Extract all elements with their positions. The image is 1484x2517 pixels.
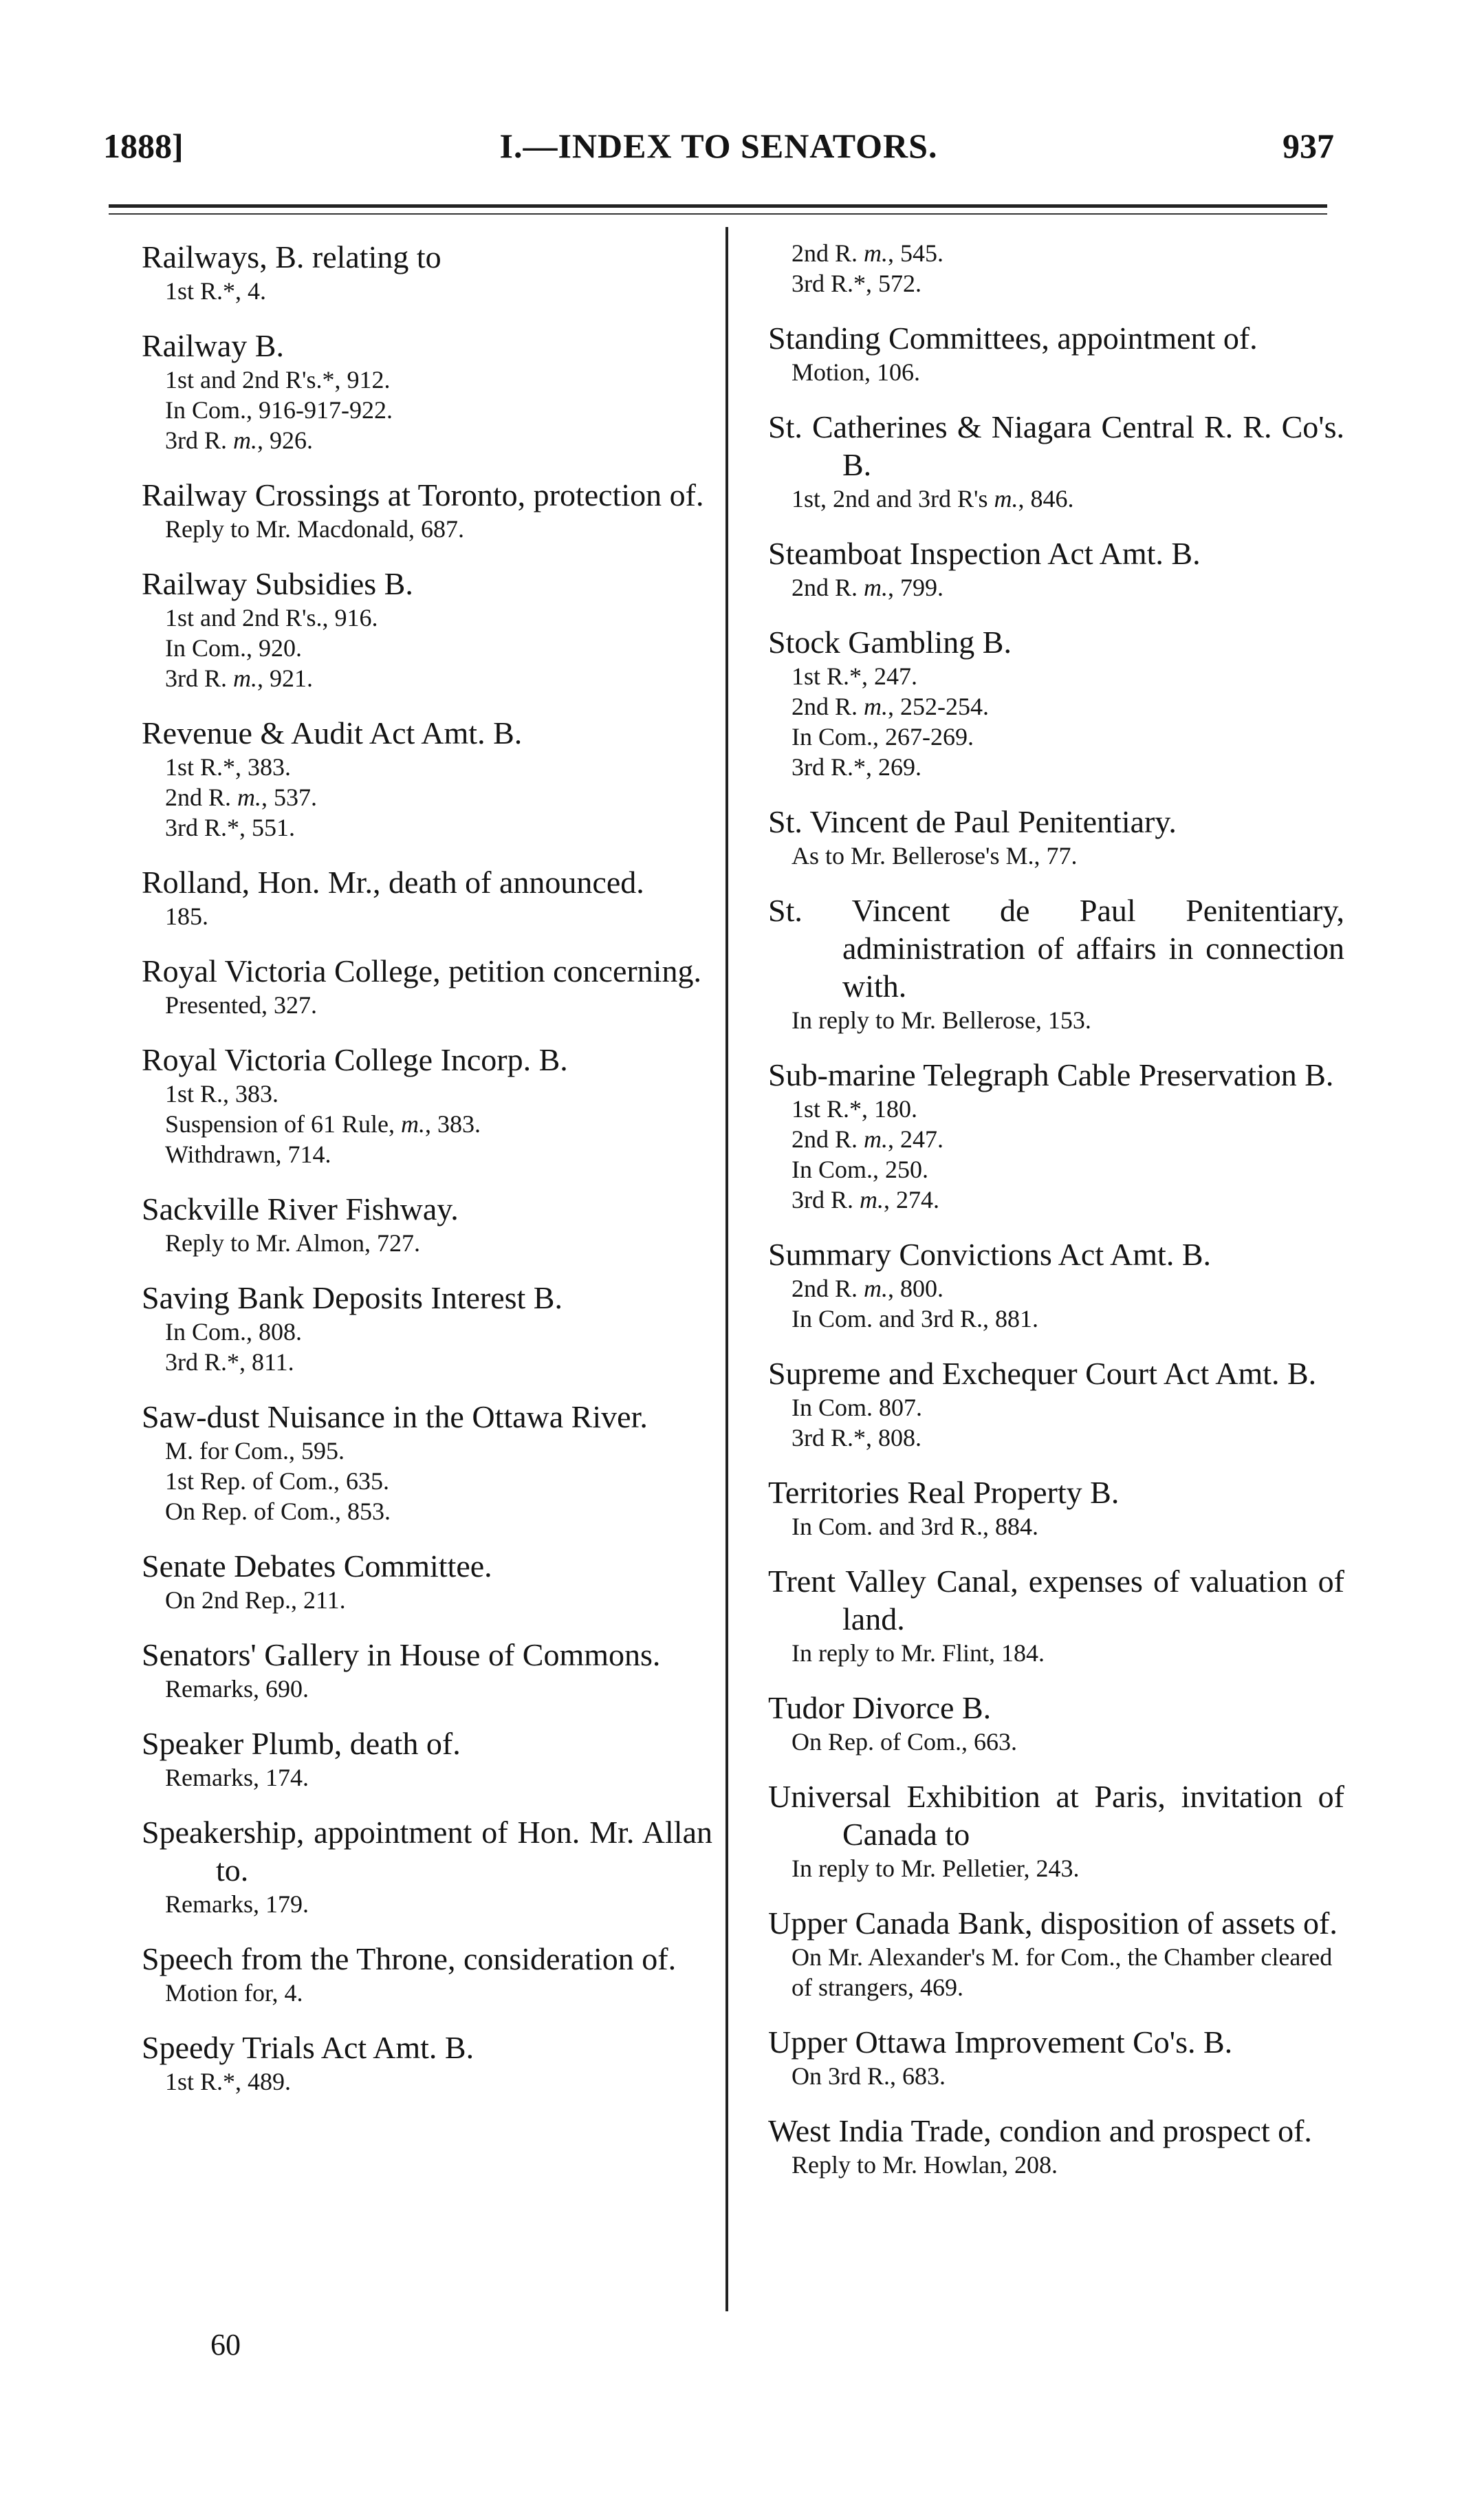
index-entry [768, 1473, 1344, 1542]
entry-heading: Upper Canada Bank, disposition of assets of. [768, 1905, 1338, 1941]
entry-reference: In Com., 808. [165, 1318, 303, 1346]
entry-heading: Senators' Gallery in House of Commons. [142, 1637, 661, 1672]
entry-heading: Speedy Trials Act Amt. B. [142, 2030, 474, 2065]
entry-heading: Railway B. [142, 328, 284, 363]
entry-heading: Standing Committees, appointment of. [768, 321, 1258, 356]
index-entry [142, 1041, 712, 1169]
index-entry [142, 2029, 712, 2097]
entry-reference: 3rd R. m., 926. [165, 426, 313, 454]
index-entry [142, 1279, 712, 1377]
entry-reference: Withdrawn, 714. [165, 1141, 331, 1168]
entry-reference: 2nd R. m., 799. [792, 574, 944, 601]
entry-heading: St. Vincent de Paul Penitentiary. [768, 804, 1177, 839]
entry-reference: In Com., 916-917-922. [165, 396, 393, 424]
entry-reference: In Com. 807. [792, 1394, 923, 1421]
right-index-column [768, 238, 1344, 2201]
page-header [103, 126, 1334, 181]
index-entry [142, 1190, 712, 1258]
entry-heading: Railways, B. relating to [142, 239, 441, 274]
index-entry [768, 2112, 1344, 2180]
entry-reference: In reply to Mr. Pelletier, 243. [792, 1855, 1080, 1882]
index-entry [142, 1725, 712, 1793]
entry-heading: Upper Ottawa Improvement Co's. B. [768, 2024, 1233, 2060]
entry-heading: Speakership, appointment of Hon. Mr. Allan to. [142, 1815, 712, 1888]
entry-reference: 3rd R.*, 811. [165, 1348, 294, 1376]
index-entry [142, 863, 712, 931]
entry-heading: Royal Victoria College Incorp. B. [142, 1042, 568, 1077]
entry-heading: Royal Victoria College, petition concerning. [142, 953, 701, 989]
index-entry [142, 476, 712, 544]
entry-reference: M. for Com., 595. [165, 1437, 345, 1465]
entry-reference: On 2nd Rep., 211. [165, 1586, 346, 1614]
entry-reference: 1st and 2nd R's.*, 912. [165, 366, 391, 393]
entry-reference: 1st Rep. of Com., 635. [165, 1467, 390, 1495]
entry-reference: 1st, 2nd and 3rd R's m., 846. [792, 485, 1074, 512]
header-title: I.—INDEX TO SENATORS. [499, 127, 938, 165]
header-rule-thick [109, 204, 1327, 208]
entry-reference: Presented, 327. [165, 991, 317, 1019]
entry-reference: 1st R.*, 180. [792, 1095, 918, 1123]
entry-reference: Remarks, 179. [165, 1890, 309, 1918]
index-entry [142, 952, 712, 1020]
index-entry [768, 1904, 1344, 2002]
entry-reference: 3rd R.*, 551. [165, 814, 295, 841]
entry-heading: Railway Subsidies B. [142, 566, 413, 601]
entry-reference: 1st R., 383. [165, 1080, 279, 1108]
entry-reference: 1st R.*, 247. [792, 662, 918, 690]
entry-heading: West India Trade, condion and prospect of. [768, 2113, 1312, 2148]
entry-heading: Rolland, Hon. Mr., death of announced. [142, 865, 644, 900]
index-entry [142, 1636, 712, 1704]
index-entry [768, 892, 1344, 1035]
entry-heading: Railway Crossings at Toronto, protection of. [142, 477, 704, 512]
index-entry [768, 623, 1344, 782]
index-entry [768, 319, 1344, 387]
entry-heading: St. Vincent de Paul Penitentiary, administration of affairs in connection with. [768, 893, 1344, 1004]
index-entry [768, 1354, 1344, 1453]
entry-reference: 2nd R. m., 247. [792, 1125, 944, 1153]
entry-reference: 2nd R. m., 252-254. [792, 693, 990, 720]
index-entry [768, 803, 1344, 871]
entry-heading: Summary Convictions Act Amt. B. [768, 1237, 1212, 1272]
entry-reference: On Rep. of Com., 663. [792, 1728, 1017, 1756]
entry-heading: Speech from the Throne, consideration of. [142, 1941, 677, 1976]
entry-reference: Suspension of 61 Rule, m., 383. [165, 1110, 481, 1138]
entry-reference: 2nd R. m., 800. [792, 1275, 944, 1302]
entry-reference: In Com., 920. [165, 634, 303, 662]
entry-heading: Senate Debates Committee. [142, 1548, 492, 1584]
entry-heading: St. Catherines & Niagara Central R. R. Co's. B. [768, 409, 1344, 482]
index-entry [142, 1547, 712, 1615]
entry-reference: In Com., 267-269. [792, 723, 974, 750]
entry-heading: Saw-dust Nuisance in the Ottawa River. [142, 1399, 648, 1434]
entry-heading: Territories Real Property B. [768, 1475, 1120, 1510]
entry-reference: 3rd R.*, 269. [792, 753, 921, 781]
entry-reference: In reply to Mr. Flint, 184. [792, 1639, 1045, 1667]
entry-heading: Universal Exhibition at Paris, invitation of Canada to [768, 1779, 1344, 1852]
entry-reference: 1st R.*, 489. [165, 2068, 292, 2095]
entry-reference: In Com., 250. [792, 1156, 929, 1183]
entry-reference: On Mr. Alexander's M. for Com., the Chamber cleared of strangers, 469. [792, 1943, 1333, 2001]
entry-reference: 185. [165, 903, 208, 930]
index-entry [768, 1056, 1344, 1215]
index-entry [768, 1778, 1344, 1883]
entry-reference: On 3rd R., 683. [792, 2062, 946, 2090]
entry-reference: 2nd R. m., 537. [165, 784, 318, 811]
entry-reference: In Com. and 3rd R., 881. [792, 1305, 1038, 1332]
entry-heading: Revenue & Audit Act Amt. B. [142, 715, 523, 750]
entry-heading: Steamboat Inspection Act Amt. B. [768, 536, 1201, 571]
entry-heading: Sackville River Fishway. [142, 1191, 459, 1227]
index-entry [142, 1940, 712, 2008]
entry-reference: 1st R.*, 4. [165, 277, 267, 305]
index-entry [768, 238, 1344, 299]
entry-heading: Sub-marine Telegraph Cable Preservation B. [768, 1057, 1334, 1092]
column-divider [725, 227, 728, 2311]
entry-heading: Speaker Plumb, death of. [142, 1726, 461, 1761]
entry-reference: 3rd R.*, 808. [792, 1424, 921, 1451]
entry-heading: Trent Valley Canal, expenses of valuation of land. [768, 1564, 1344, 1636]
left-index-column [142, 238, 712, 2117]
index-entry [142, 565, 712, 693]
entry-reference: In reply to Mr. Bellerose, 153. [792, 1006, 1091, 1034]
entry-reference: In Com. and 3rd R., 884. [792, 1513, 1038, 1540]
entry-reference: Reply to Mr. Howlan, 208. [792, 2151, 1058, 2179]
entry-reference: 3rd R. m., 274. [792, 1186, 939, 1213]
index-entry [768, 534, 1344, 603]
index-entry [768, 1562, 1344, 1668]
page-number: 937 [1283, 127, 1334, 165]
entry-heading: Supreme and Exchequer Court Act Amt. B. [768, 1356, 1317, 1391]
index-entry [142, 238, 712, 306]
index-entry [142, 327, 712, 455]
entry-reference: On Rep. of Com., 853. [165, 1498, 391, 1525]
index-entry [768, 2023, 1344, 2091]
index-entry [768, 1689, 1344, 1757]
entry-reference: Remarks, 174. [165, 1764, 309, 1791]
entry-reference: Remarks, 690. [165, 1675, 309, 1703]
index-entry [768, 408, 1344, 514]
entry-reference: Reply to Mr. Almon, 727. [165, 1229, 421, 1257]
index-entry [142, 714, 712, 843]
entry-heading: Tudor Divorce B. [768, 1690, 992, 1725]
entry-reference: 1st R.*, 383. [165, 753, 292, 781]
header-rule-thin [109, 213, 1327, 215]
index-entry [768, 1235, 1344, 1334]
signature-number: 60 [210, 2328, 241, 2362]
index-entry [142, 1813, 712, 1919]
entry-reference: 3rd R. m., 921. [165, 665, 313, 692]
entry-reference: 2nd R. m., 545. [792, 239, 944, 267]
entry-reference: 1st and 2nd R's., 916. [165, 604, 378, 631]
entry-reference: As to Mr. Bellerose's M., 77. [792, 842, 1078, 869]
entry-reference: Motion, 106. [792, 358, 921, 386]
entry-reference: 3rd R.*, 572. [792, 270, 921, 297]
index-entry [142, 1398, 712, 1526]
entry-heading: Stock Gambling B. [768, 625, 1012, 660]
entry-reference: Motion for, 4. [165, 1979, 303, 2007]
entry-reference: Reply to Mr. Macdonald, 687. [165, 515, 464, 543]
header-year: 1888] [103, 127, 184, 165]
entry-heading: Saving Bank Deposits Interest B. [142, 1280, 563, 1315]
